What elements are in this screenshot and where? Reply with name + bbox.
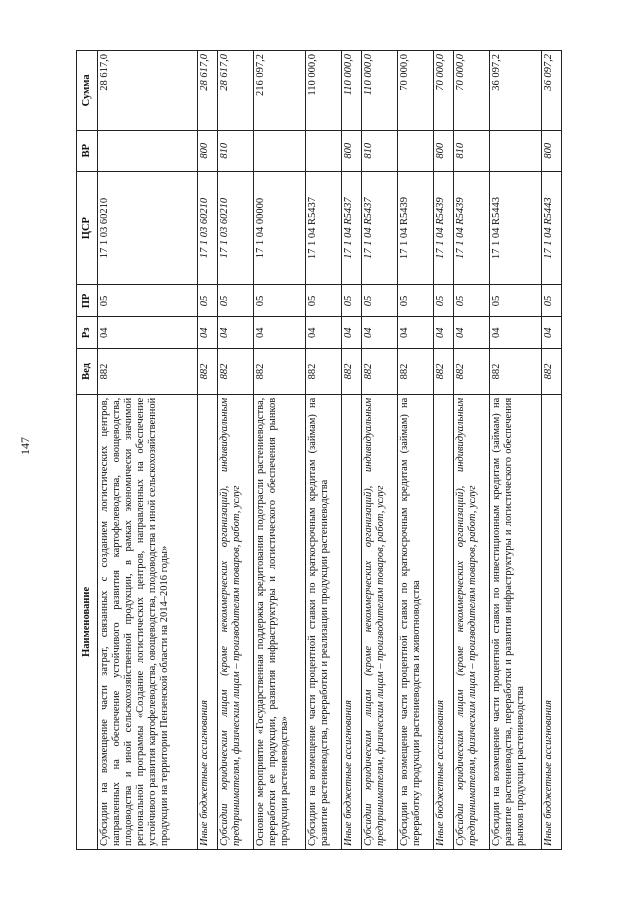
- cell-name: Субсидии юридическим лицам (кроме некоммерческих организаций), индивидуальным предпринимателям, физическим лицам – производителям товаров, работ, услуг: [218, 394, 254, 849]
- table-row: [198, 51, 218, 850]
- cell-csr: 17 1 04 R5443: [541, 171, 561, 285]
- table-row: [306, 51, 342, 850]
- header-pr: ПР: [77, 285, 98, 317]
- table-row: [218, 51, 254, 850]
- cell-pr: 05: [489, 285, 541, 317]
- rotated-table-container: [76, 50, 562, 850]
- cell-name: Иные бюджетные ассигнования: [198, 394, 218, 849]
- cell-csr: 17 1 04 R5439: [453, 171, 489, 285]
- cell-rz: 04: [341, 317, 361, 349]
- cell-sum: 28 617,0: [98, 51, 198, 131]
- cell-sum: 70 000,0: [397, 51, 433, 131]
- cell-ved: 882: [98, 349, 198, 395]
- cell-ved: 882: [489, 349, 541, 395]
- cell-vr: 800: [541, 130, 561, 171]
- cell-rz: 04: [361, 317, 397, 349]
- cell-csr: 17 1 04 R5437: [306, 171, 342, 285]
- cell-ved: 882: [198, 349, 218, 395]
- cell-sum: 216 097,2: [254, 51, 306, 131]
- cell-vr: [397, 130, 433, 171]
- cell-vr: 810: [218, 130, 254, 171]
- cell-csr: 17 1 03 60210: [198, 171, 218, 285]
- cell-name: Субсидии на возмещение части затрат, связанных с созданием логистических центров, направленных на обеспечение устойчивого развития картофелеводства, овощеводства, плодоводства и иной сельскохозяйственной продукции, в рамках экономически значимой региональной программы «Создание логистических центров, направленных на обеспечение устойчивого развития картофелеводства, овощеводства, плодоводства и иной сельскохозяйственной продукции на территории Пензенской области на 2014–2016 годы»: [98, 394, 198, 849]
- cell-vr: 800: [341, 130, 361, 171]
- cell-vr: [98, 130, 198, 171]
- cell-vr: 800: [433, 130, 453, 171]
- cell-name: Субсидии на возмещение части процентной ставки по инвестиционным кредитам (займам) на развитие растениеводства, переработки и развития инфраструктуры и логистического обеспечения рынков продукции растениеводства: [489, 394, 541, 849]
- cell-sum: 110 000,0: [306, 51, 342, 131]
- cell-rz: 04: [489, 317, 541, 349]
- cell-csr: 17 1 03 60210: [218, 171, 254, 285]
- header-name: Наименование: [77, 394, 98, 849]
- page-number: 147: [18, 437, 32, 455]
- table-body: [98, 51, 562, 850]
- cell-sum: 36 097,2: [489, 51, 541, 131]
- cell-pr: 05: [341, 285, 361, 317]
- table-row: [541, 51, 561, 850]
- cell-rz: 04: [453, 317, 489, 349]
- cell-pr: 05: [397, 285, 433, 317]
- table-header-row: [77, 51, 98, 850]
- cell-ved: 882: [361, 349, 397, 395]
- header-rz: Рз: [77, 317, 98, 349]
- cell-pr: 05: [198, 285, 218, 317]
- cell-sum: 28 617,0: [198, 51, 218, 131]
- cell-sum: 110 000,0: [361, 51, 397, 131]
- cell-ved: 882: [453, 349, 489, 395]
- cell-rz: 04: [198, 317, 218, 349]
- cell-csr: 17 1 04 R5437: [361, 171, 397, 285]
- cell-pr: 05: [361, 285, 397, 317]
- cell-name: Иные бюджетные ассигнования: [341, 394, 361, 849]
- cell-sum: 70 000,0: [453, 51, 489, 131]
- cell-pr: 05: [254, 285, 306, 317]
- table-row: [341, 51, 361, 850]
- budget-table: [76, 50, 562, 850]
- cell-vr: [489, 130, 541, 171]
- cell-vr: 800: [198, 130, 218, 171]
- cell-name: Иные бюджетные ассигнования: [541, 394, 561, 849]
- cell-sum: 36 097,2: [541, 51, 561, 131]
- cell-pr: 05: [433, 285, 453, 317]
- cell-csr: 17 1 04 R5437: [341, 171, 361, 285]
- cell-rz: 04: [306, 317, 342, 349]
- cell-ved: 882: [397, 349, 433, 395]
- table-row: [433, 51, 453, 850]
- cell-name: Иные бюджетные ассигнования: [433, 394, 453, 849]
- cell-rz: 04: [218, 317, 254, 349]
- cell-csr: 17 1 04 R5439: [433, 171, 453, 285]
- header-ved: Вед: [77, 349, 98, 395]
- cell-ved: 882: [341, 349, 361, 395]
- table-row: [397, 51, 433, 850]
- table-row: [98, 51, 198, 850]
- cell-csr: 17 1 04 R5443: [489, 171, 541, 285]
- cell-pr: 05: [541, 285, 561, 317]
- cell-vr: 810: [361, 130, 397, 171]
- header-csr: ЦСР: [77, 171, 98, 285]
- cell-pr: 05: [218, 285, 254, 317]
- cell-ved: 882: [541, 349, 561, 395]
- header-vr: ВР: [77, 130, 98, 171]
- cell-name: Субсидии юридическим лицам (кроме некоммерческих организаций), индивидуальным предпринимателям, физическим лицам – производителям товаров, работ, услуг: [453, 394, 489, 849]
- table-row: [254, 51, 306, 850]
- cell-vr: [254, 130, 306, 171]
- cell-vr: [306, 130, 342, 171]
- table-row: [453, 51, 489, 850]
- cell-rz: 04: [98, 317, 198, 349]
- cell-name: Субсидии на возмещение части процентной ставки по краткосрочным кредитам (займам) на переработку продукции растениеводства и животноводства: [397, 394, 433, 849]
- cell-ved: 882: [254, 349, 306, 395]
- cell-sum: 28 617,0: [218, 51, 254, 131]
- cell-rz: 04: [541, 317, 561, 349]
- cell-pr: 05: [306, 285, 342, 317]
- cell-rz: 04: [433, 317, 453, 349]
- cell-ved: 882: [433, 349, 453, 395]
- table-row: [361, 51, 397, 850]
- cell-rz: 04: [254, 317, 306, 349]
- cell-sum: 70 000,0: [433, 51, 453, 131]
- cell-ved: 882: [306, 349, 342, 395]
- cell-pr: 05: [98, 285, 198, 317]
- cell-pr: 05: [453, 285, 489, 317]
- cell-ved: 882: [218, 349, 254, 395]
- cell-name: Основное мероприятие «Государственная поддержка кредитования подотрасли растениеводства, переработки ее продукции, развития инфраструктуры и логистического обеспечения рынков продукции растениеводства»: [254, 394, 306, 849]
- table-row: [489, 51, 541, 850]
- cell-sum: 110 000,0: [341, 51, 361, 131]
- cell-csr: 17 1 04 R5439: [397, 171, 433, 285]
- cell-csr: 17 1 03 60210: [98, 171, 198, 285]
- cell-vr: 810: [453, 130, 489, 171]
- cell-name: Субсидии юридическим лицам (кроме некоммерческих организаций), индивидуальным предпринимателям, физическим лицам – производителям товаров, работ, услуг: [361, 394, 397, 849]
- cell-rz: 04: [397, 317, 433, 349]
- header-sum: Сумма: [77, 51, 98, 131]
- cell-name: Субсидии на возмещение части процентной ставки по краткосрочным кредитам (займам) на развитие растениеводства, переработки и реализации продукции растениеводства: [306, 394, 342, 849]
- cell-csr: 17 1 04 00000: [254, 171, 306, 285]
